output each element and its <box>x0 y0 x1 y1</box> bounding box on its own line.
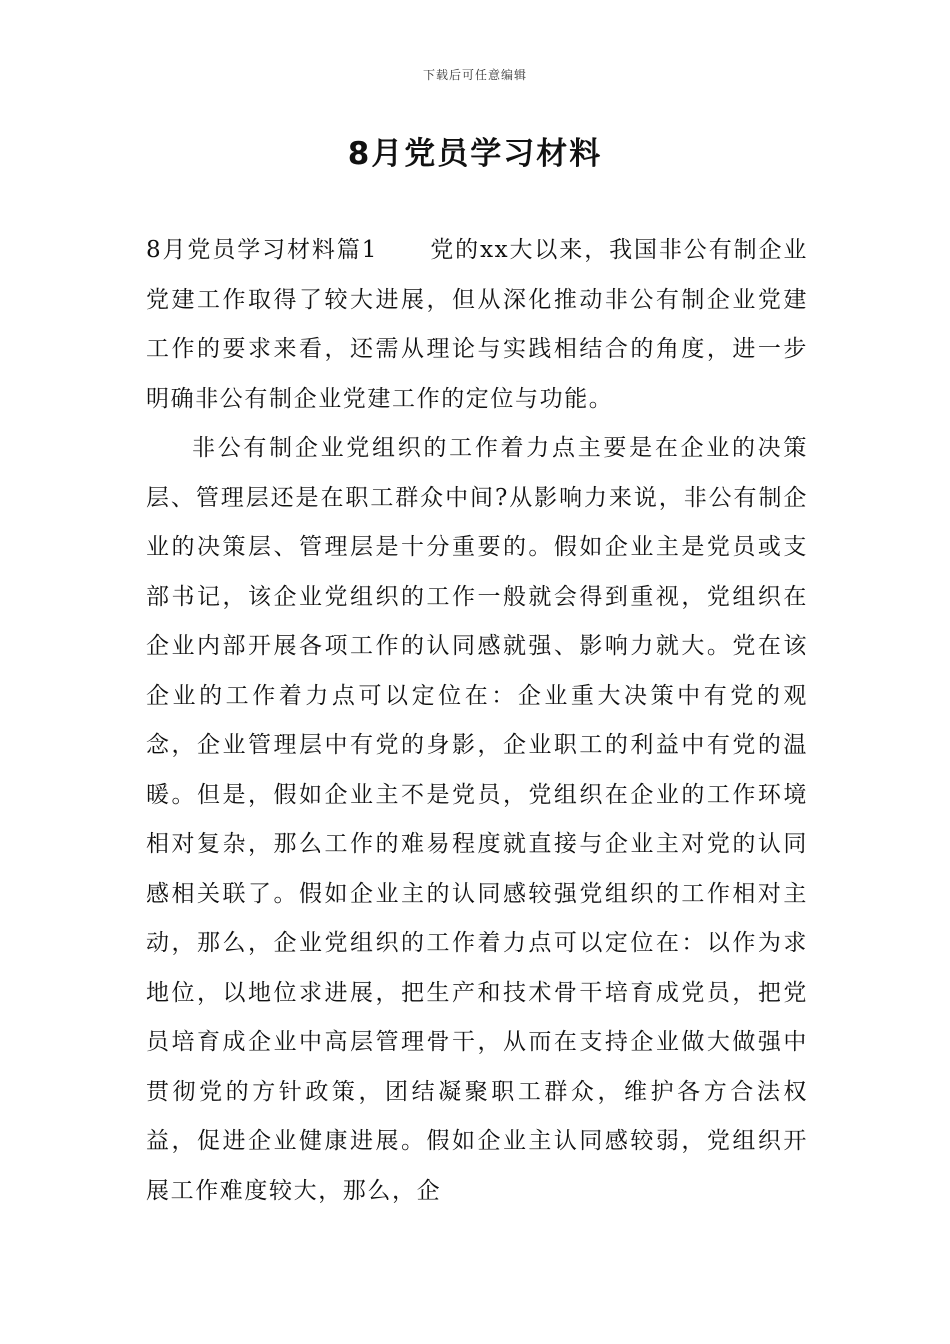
document-body <box>146 226 808 1216</box>
paragraph-2: 非公有制企业党组织的工作着力点主要是在企业的决策层、管理层还是在职工群众中间?从影响力来说，非公有制企业的决策层、管理层是十分重要的。假如企业主是党员或支部书记，该企业党组织的工作一般就会得到重视，党组织在企业内部开展各项工作的认同感就强、影响力就大。党在该企业的工作着力点可以定位在：企业重大决策中有党的观念，企业管理层中有党的身影，企业职工的利益中有党的温暖。但是，假如企业主不是党员，党组织在企业的工作环境相对复杂，那么工作的难易程度就直接与企业主对党的认同感相关联了。假如企业主的认同感较强党组织的工作相对主动，那么，企业党组织的工作着力点可以定位在：以作为求地位，以地位求进展，把生产和技术骨干培育成党员，把党员培育成企业中高层管理骨干，从而在支持企业做大做强中贯彻党的方针政策，团结凝聚职工群众，维护各方合法权益，促进企业健康进展。假如企业主认同感较弱，党组织开展工作难度较大，那么，企 <box>146 435 808 1204</box>
paragraph-1 <box>146 226 808 424</box>
paragraph-1-text: 党的xx大以来，我国非公有制企业党建工作取得了较大进展，但从深化推动非公有制企业党建工作的要求来看，还需从理论与实践相结合的角度，进一步明确非公有制企业党建工作的定位与功能。 <box>146 237 808 412</box>
section-heading: 8月党员学习材料篇1 <box>146 237 378 263</box>
document-title: 8月党员学习材料 <box>347 136 603 172</box>
page-header-note: 下载后可任意编辑 <box>422 68 527 82</box>
